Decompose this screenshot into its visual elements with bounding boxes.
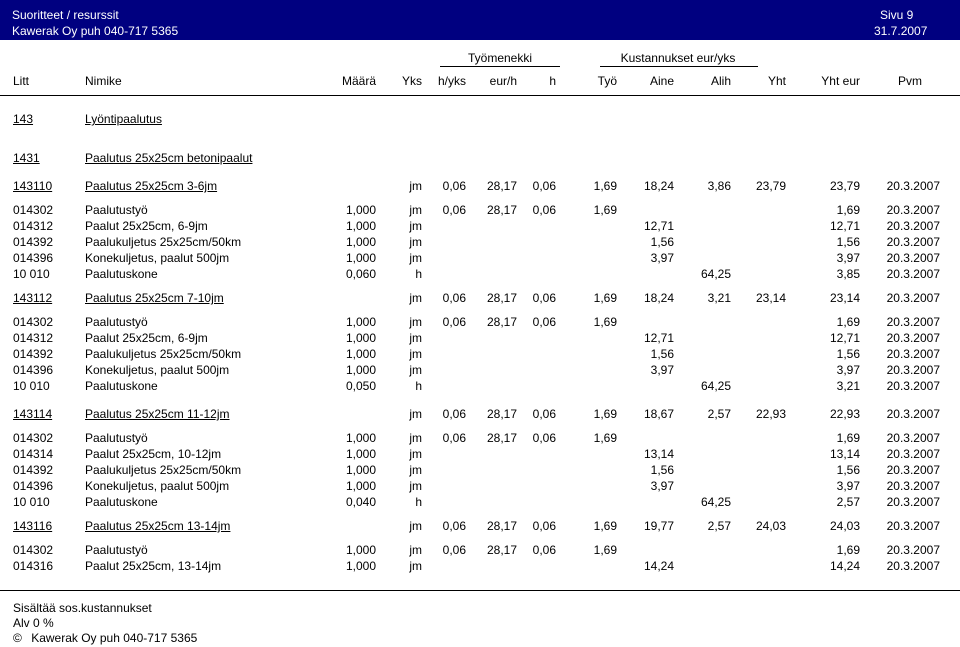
cell-hyks: 0,06	[442, 179, 466, 193]
col-header-h: h	[549, 74, 556, 88]
cell-yht: 23,79	[755, 179, 786, 193]
cell-eurh: 28,17	[486, 431, 517, 445]
cell-yht: 23,14	[755, 291, 786, 305]
item-row	[0, 406, 960, 422]
col-header-nimike: Nimike	[85, 74, 122, 88]
cell-yks: jm	[409, 203, 422, 217]
report-title: Suoritteet / resurssit	[12, 8, 119, 22]
cell-maara: 0,060	[345, 267, 376, 281]
cell-yks: jm	[409, 543, 422, 557]
cell-yhteur: 14,24	[829, 559, 860, 573]
cell-maara: 0,040	[345, 495, 376, 509]
cell-yhteur: 24,03	[829, 519, 860, 533]
cell-litt: 014392	[13, 463, 54, 477]
cell-yhteur: 1,56	[836, 463, 860, 477]
cell-aine: 3,97	[650, 479, 674, 493]
cell-hyks: 0,06	[442, 431, 466, 445]
cell-maara: 1,000	[345, 203, 376, 217]
cell-hyks: 0,06	[442, 203, 466, 217]
cell-nimike: Paalut 25x25cm, 10-12jm	[85, 447, 222, 461]
cell-yhteur: 3,97	[836, 479, 860, 493]
cell-pvm: 20.3.2007	[886, 431, 940, 445]
cell-alih: 3,86	[707, 179, 731, 193]
cell-yks: jm	[409, 291, 422, 305]
cell-yhteur: 12,71	[829, 219, 860, 233]
cell-maara: 1,000	[345, 463, 376, 477]
cell-litt: 014396	[13, 479, 54, 493]
cell-pvm: 20.3.2007	[886, 543, 940, 557]
cell-yhteur: 3,97	[836, 363, 860, 377]
resource-row	[0, 478, 960, 494]
cell-pvm: 20.3.2007	[886, 267, 940, 281]
cell-litt: 143110	[13, 179, 53, 193]
cell-litt: 014314	[13, 447, 54, 461]
cell-aine: 12,71	[643, 331, 674, 345]
cell-nimike: Konekuljetus, paalut 500jm	[85, 251, 230, 265]
col-header-yht: Yht	[767, 74, 786, 88]
col-header-litt: Litt	[13, 74, 30, 88]
cell-nimike: Paalukuljetus 25x25cm/50km	[85, 463, 242, 477]
cell-h: 0,06	[532, 519, 556, 533]
cell-aine: 1,56	[650, 235, 674, 249]
cell-litt: 10 010	[13, 379, 50, 393]
cell-tyo: 1,69	[593, 431, 617, 445]
cell-litt: 143112	[13, 291, 53, 305]
cell-maara: 1,000	[345, 447, 376, 461]
resource-row	[0, 202, 960, 218]
cell-yht: 24,03	[755, 519, 786, 533]
cell-tyo: 1,69	[593, 203, 617, 217]
col-header-hyks: h/yks	[437, 74, 466, 88]
cell-litt: 014302	[13, 203, 54, 217]
cell-yks: jm	[409, 179, 422, 193]
cell-yhteur: 3,85	[836, 267, 860, 281]
cell-eurh: 28,17	[486, 407, 517, 421]
cell-maara: 1,000	[345, 479, 376, 493]
cell-litt: 014392	[13, 347, 54, 361]
cell-nimike: Paalutuskone	[85, 267, 158, 281]
cell-nimike: Paalutustyö	[85, 203, 148, 217]
group-label-costs: Kustannukset eur/yks	[620, 51, 736, 65]
subsection-title: Paalutus 25x25cm betonipaalut	[85, 151, 253, 165]
report-header	[0, 0, 960, 40]
cell-tyo: 1,69	[593, 543, 617, 557]
cell-aine: 14,24	[643, 559, 674, 573]
cell-nimike: Paalutustyö	[85, 543, 148, 557]
cell-aine: 3,97	[650, 251, 674, 265]
cell-hyks: 0,06	[442, 291, 466, 305]
resource-row	[0, 430, 960, 446]
item-row	[0, 178, 960, 194]
cell-maara: 1,000	[345, 363, 376, 377]
cell-nimike: Paalut 25x25cm, 13-14jm	[85, 559, 222, 573]
cell-aine: 18,24	[643, 291, 674, 305]
col-header-tyo: Työ	[597, 74, 617, 88]
cell-yks: h	[415, 267, 422, 281]
cell-alih: 2,57	[707, 407, 731, 421]
page-number: Sivu 9	[880, 8, 914, 22]
cell-yks: jm	[409, 251, 422, 265]
cell-alih: 64,25	[700, 495, 731, 509]
cell-h: 0,06	[532, 291, 556, 305]
col-header-yks: Yks	[401, 74, 422, 88]
cell-litt: 014312	[13, 331, 54, 345]
cell-aine: 18,67	[643, 407, 674, 421]
cell-maara: 1,000	[345, 251, 376, 265]
cell-alih: 64,25	[700, 379, 731, 393]
cell-maara: 1,000	[345, 315, 376, 329]
cell-yhteur: 23,79	[829, 179, 860, 193]
cell-nimike: Paalutus 25x25cm 13-14jm	[85, 519, 231, 533]
cell-litt: 014302	[13, 315, 54, 329]
cell-aine: 1,56	[650, 463, 674, 477]
cell-eurh: 28,17	[486, 543, 517, 557]
cell-pvm: 20.3.2007	[886, 495, 940, 509]
cell-yhteur: 23,14	[829, 291, 860, 305]
cell-tyo: 1,69	[593, 315, 617, 329]
cell-hyks: 0,06	[442, 315, 466, 329]
cell-litt: 014392	[13, 235, 54, 249]
cell-yhteur: 1,69	[836, 543, 860, 557]
cell-yks: jm	[409, 479, 422, 493]
cell-nimike: Paalutuskone	[85, 379, 158, 393]
cell-yhteur: 1,69	[836, 315, 860, 329]
cell-maara: 1,000	[345, 431, 376, 445]
cell-pvm: 20.3.2007	[886, 407, 940, 421]
cell-hyks: 0,06	[442, 519, 466, 533]
cell-yks: jm	[409, 407, 422, 421]
cell-yht: 22,93	[755, 407, 786, 421]
cell-litt: 014396	[13, 363, 54, 377]
resource-row	[0, 218, 960, 234]
cell-litt: 014312	[13, 219, 54, 233]
cell-h: 0,06	[532, 543, 556, 557]
cell-tyo: 1,69	[593, 519, 617, 533]
cell-pvm: 20.3.2007	[886, 251, 940, 265]
cell-h: 0,06	[532, 315, 556, 329]
col-header-eurh: eur/h	[489, 74, 517, 88]
cell-yhteur: 13,14	[829, 447, 860, 461]
cell-maara: 1,000	[345, 559, 376, 573]
subsection-code: 1431	[13, 151, 40, 165]
cell-litt: 014316	[13, 559, 54, 573]
cell-yks: jm	[409, 347, 422, 361]
cell-nimike: Paalutustyö	[85, 315, 148, 329]
cell-litt: 143114	[13, 407, 53, 421]
item-row	[0, 518, 960, 534]
copyright-icon: ©	[13, 631, 22, 645]
cell-maara: 1,000	[345, 543, 376, 557]
cell-pvm: 20.3.2007	[886, 379, 940, 393]
cell-nimike: Paalutustyö	[85, 431, 148, 445]
resource-row	[0, 314, 960, 330]
cell-yks: jm	[409, 463, 422, 477]
cell-hyks: 0,06	[442, 407, 466, 421]
cell-eurh: 28,17	[486, 315, 517, 329]
cell-nimike: Paalukuljetus 25x25cm/50km	[85, 235, 242, 249]
cell-litt: 10 010	[13, 267, 50, 281]
cell-yks: jm	[409, 219, 422, 233]
resource-row	[0, 266, 960, 282]
cell-pvm: 20.3.2007	[886, 331, 940, 345]
cell-litt: 143116	[13, 519, 53, 533]
cell-aine: 1,56	[650, 347, 674, 361]
cell-pvm: 20.3.2007	[886, 179, 940, 193]
footer-note-social-costs: Sisältää sos.kustannukset	[13, 601, 152, 615]
cell-yhteur: 1,69	[836, 203, 860, 217]
cell-pvm: 20.3.2007	[886, 447, 940, 461]
resource-row	[0, 446, 960, 462]
cell-hyks: 0,06	[442, 543, 466, 557]
resource-row	[0, 346, 960, 362]
cell-aine: 19,77	[643, 519, 674, 533]
cell-pvm: 20.3.2007	[886, 519, 940, 533]
cell-yks: jm	[409, 235, 422, 249]
resource-row	[0, 462, 960, 478]
cell-pvm: 20.3.2007	[886, 315, 940, 329]
cell-aine: 13,14	[643, 447, 674, 461]
cell-nimike: Paalukuljetus 25x25cm/50km	[85, 347, 242, 361]
col-header-yhteur: Yht eur	[821, 74, 860, 88]
cell-pvm: 20.3.2007	[886, 291, 940, 305]
cell-tyo: 1,69	[593, 407, 617, 421]
cell-pvm: 20.3.2007	[886, 203, 940, 217]
cell-alih: 2,57	[707, 519, 731, 533]
cell-pvm: 20.3.2007	[886, 479, 940, 493]
resource-row	[0, 558, 960, 574]
header-divider	[0, 95, 960, 96]
cell-maara: 1,000	[345, 347, 376, 361]
cell-yhteur: 22,93	[829, 407, 860, 421]
cell-nimike: Paalut 25x25cm, 6-9jm	[85, 331, 208, 345]
col-header-alih: Alih	[710, 74, 731, 88]
cell-tyo: 1,69	[593, 291, 617, 305]
cell-nimike: Konekuljetus, paalut 500jm	[85, 479, 230, 493]
cell-yhteur: 12,71	[829, 331, 860, 345]
cell-pvm: 20.3.2007	[886, 363, 940, 377]
cell-eurh: 28,17	[486, 179, 517, 193]
cell-yks: jm	[409, 447, 422, 461]
footer-company: Kawerak Oy puh 040-717 5365	[31, 631, 198, 645]
cell-yks: h	[415, 495, 422, 509]
cell-litt: 014396	[13, 251, 54, 265]
resource-row	[0, 362, 960, 378]
cell-yhteur: 1,56	[836, 235, 860, 249]
group-underline-costs	[600, 66, 758, 67]
cell-nimike: Paalut 25x25cm, 6-9jm	[85, 219, 208, 233]
cell-maara: 1,000	[345, 331, 376, 345]
group-underline-labor	[440, 66, 560, 67]
resource-row	[0, 494, 960, 510]
col-header-maara: Määrä	[341, 74, 376, 88]
cell-litt: 014302	[13, 543, 54, 557]
footer-copyright	[13, 631, 197, 645]
cell-alih: 3,21	[707, 291, 731, 305]
cell-yks: jm	[409, 519, 422, 533]
footer-note-vat: Alv 0 %	[13, 616, 54, 630]
cell-pvm: 20.3.2007	[886, 219, 940, 233]
cell-pvm: 20.3.2007	[886, 463, 940, 477]
report-date: 31.7.2007	[874, 24, 928, 38]
cell-tyo: 1,69	[593, 179, 617, 193]
section-code: 143	[13, 112, 34, 126]
resource-row	[0, 234, 960, 250]
cell-eurh: 28,17	[486, 519, 517, 533]
section-title: Lyöntipaalutus	[85, 112, 162, 126]
cell-nimike: Paalutus 25x25cm 3-6jm	[85, 179, 218, 193]
cell-litt: 10 010	[13, 495, 50, 509]
cell-nimike: Paalutus 25x25cm 11-12jm	[85, 407, 230, 421]
cell-alih: 64,25	[700, 267, 731, 281]
cell-yhteur: 2,57	[836, 495, 860, 509]
cell-maara: 0,050	[345, 379, 376, 393]
cell-eurh: 28,17	[486, 291, 517, 305]
cell-yks: h	[415, 379, 422, 393]
cell-h: 0,06	[532, 431, 556, 445]
cell-yks: jm	[409, 559, 422, 573]
group-label-labor: Työmenekki	[467, 51, 533, 65]
cell-aine: 3,97	[650, 363, 674, 377]
resource-row	[0, 542, 960, 558]
col-header-pvm: Pvm	[898, 74, 922, 88]
cell-yks: jm	[409, 315, 422, 329]
footer-divider	[0, 590, 960, 591]
cell-litt: 014302	[13, 431, 54, 445]
cell-yks: jm	[409, 331, 422, 345]
cell-yhteur: 1,69	[836, 431, 860, 445]
cell-h: 0,06	[532, 407, 556, 421]
cell-h: 0,06	[532, 203, 556, 217]
cell-eurh: 28,17	[486, 203, 517, 217]
cell-maara: 1,000	[345, 235, 376, 249]
cell-h: 0,06	[532, 179, 556, 193]
cell-nimike: Paalutus 25x25cm 7-10jm	[85, 291, 224, 305]
cell-pvm: 20.3.2007	[886, 559, 940, 573]
col-header-aine: Aine	[649, 74, 674, 88]
cell-yhteur: 1,56	[836, 347, 860, 361]
item-row	[0, 290, 960, 306]
company-info: Kawerak Oy puh 040-717 5365	[12, 24, 179, 38]
resource-row	[0, 378, 960, 394]
cell-pvm: 20.3.2007	[886, 347, 940, 361]
cell-pvm: 20.3.2007	[886, 235, 940, 249]
cell-yks: jm	[409, 363, 422, 377]
cell-aine: 18,24	[643, 179, 674, 193]
cell-aine: 12,71	[643, 219, 674, 233]
resource-row	[0, 330, 960, 346]
cell-yks: jm	[409, 431, 422, 445]
cell-maara: 1,000	[345, 219, 376, 233]
cell-nimike: Paalutuskone	[85, 495, 158, 509]
cell-nimike: Konekuljetus, paalut 500jm	[85, 363, 230, 377]
cell-yhteur: 3,21	[836, 379, 860, 393]
cell-yhteur: 3,97	[836, 251, 860, 265]
resource-row	[0, 250, 960, 266]
